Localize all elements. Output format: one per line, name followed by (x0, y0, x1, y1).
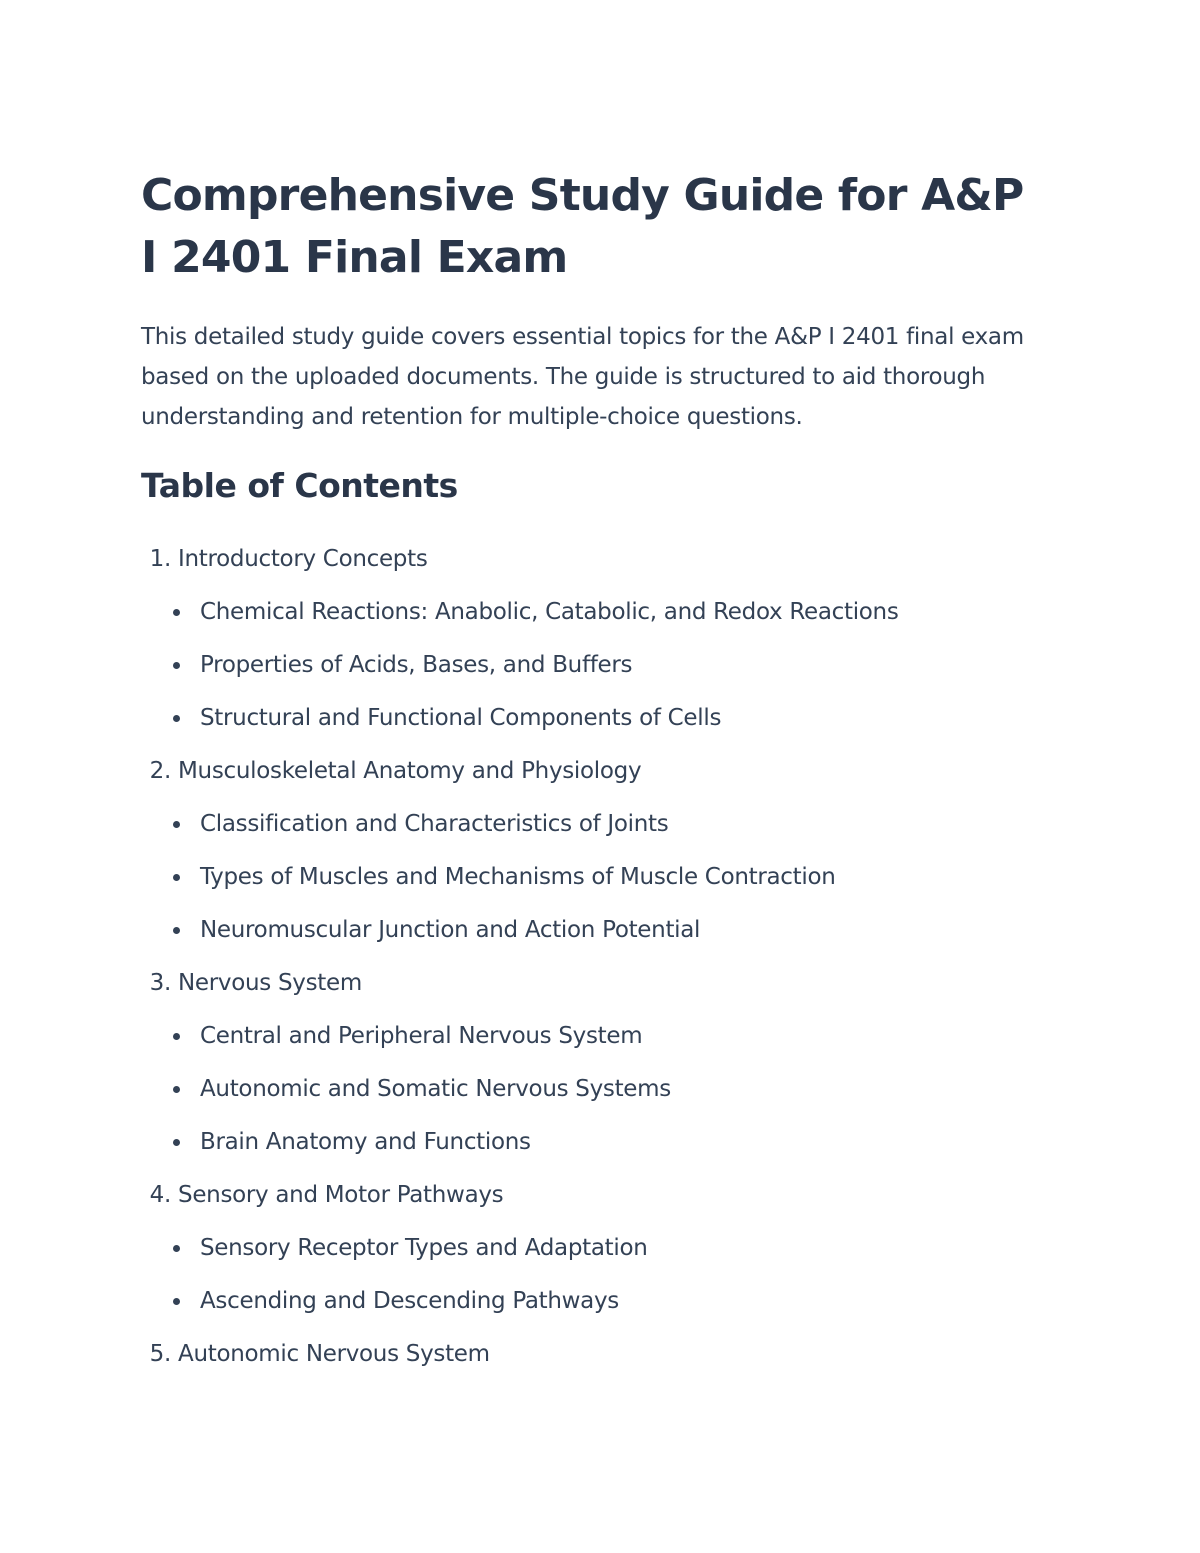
intro-paragraph: This detailed study guide covers essential topics for the A&P I 2401 final exam based on the uploaded documents. The guide is structured to aid thorough understanding and retention for multiple-choice questions. (141, 324, 1024, 430)
toc-subsection-list (141, 1020, 1041, 1159)
toc-subsection-list (141, 596, 1041, 735)
toc-subsection-label: Structural and Functional Components of Cells (200, 705, 722, 731)
bullet-icon (173, 1298, 180, 1305)
bullet-icon (173, 874, 180, 881)
toc-subsection-label: Types of Muscles and Mechanisms of Muscle Contraction (200, 864, 836, 890)
toc-subsection-item (141, 1285, 1041, 1318)
toc-subsection-label: Classification and Characteristics of Joints (200, 811, 669, 837)
toc-section-number: 2. (149, 758, 171, 784)
bullet-icon (173, 662, 180, 669)
bullet-icon (173, 821, 180, 828)
bullet-icon (173, 927, 180, 934)
toc-section-label: Sensory and Motor Pathways (178, 1182, 504, 1208)
toc-subsection-label: Central and Peripheral Nervous System (200, 1023, 643, 1049)
toc-section-musculoskeletal (141, 755, 1041, 947)
toc-section-nervous-system (141, 967, 1041, 1159)
toc-subsection-list (141, 1232, 1041, 1318)
toc-section-introductory-concepts (141, 543, 1041, 735)
toc-subsection-label: Chemical Reactions: Anabolic, Catabolic, and Redox Reactions (200, 599, 899, 625)
toc-subsection-item (141, 1232, 1041, 1265)
toc-section-number: 4. (149, 1182, 171, 1208)
toc-section-label: Musculoskeletal Anatomy and Physiology (178, 758, 642, 784)
bullet-icon (173, 1139, 180, 1146)
toc-section-label: Introductory Concepts (178, 546, 428, 572)
toc-section-autonomic (141, 1338, 1041, 1371)
toc-subsection-list (141, 808, 1041, 947)
toc-subsection-item (141, 1020, 1041, 1053)
toc-subsection-item (141, 914, 1041, 947)
document-page (141, 165, 1041, 1371)
toc-subsection-item (141, 861, 1041, 894)
toc-section-number: 3. (149, 970, 171, 996)
toc-subsection-label: Autonomic and Somatic Nervous Systems (200, 1076, 671, 1102)
toc-subsection-label: Brain Anatomy and Functions (200, 1129, 531, 1155)
toc-subsection-item (141, 1126, 1041, 1159)
toc-subsection-item (141, 808, 1041, 841)
bullet-icon (173, 609, 180, 616)
page-title: Comprehensive Study Guide for A&P I 2401 Final Exam (141, 170, 1024, 283)
bullet-icon (173, 1033, 180, 1040)
toc-section-number: 5. (149, 1341, 171, 1367)
toc-subsection-label: Sensory Receptor Types and Adaptation (200, 1235, 648, 1261)
toc-heading: Table of Contents (141, 466, 458, 505)
toc-section-label: Autonomic Nervous System (178, 1341, 490, 1367)
toc-section-number: 1. (149, 546, 171, 572)
toc-section-label: Nervous System (178, 970, 362, 996)
table-of-contents (141, 543, 1041, 1371)
toc-subsection-item (141, 596, 1041, 629)
bullet-icon (173, 715, 180, 722)
toc-subsection-label: Neuromuscular Junction and Action Potential (200, 917, 701, 943)
toc-subsection-item (141, 649, 1041, 682)
bullet-icon (173, 1086, 180, 1093)
bullet-icon (173, 1245, 180, 1252)
toc-section-sensory-motor (141, 1179, 1041, 1318)
toc-subsection-item (141, 702, 1041, 735)
toc-subsection-item (141, 1073, 1041, 1106)
toc-subsection-label: Ascending and Descending Pathways (200, 1288, 619, 1314)
toc-subsection-label: Properties of Acids, Bases, and Buffers (200, 652, 633, 678)
